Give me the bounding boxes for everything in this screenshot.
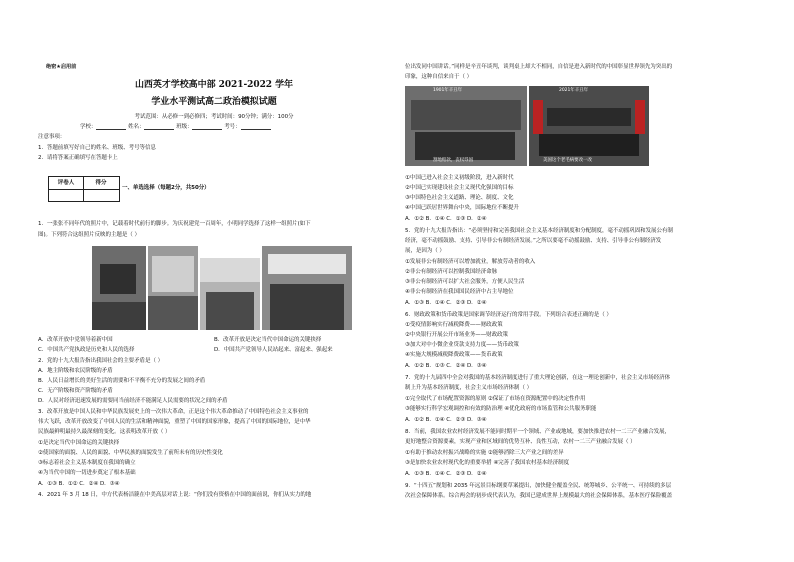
question-7-line: 7．党的十九届四中全会对我国的基本经济制度进行了重大理论创新，在这一理论创新中，社会主义市场经济体 <box>405 375 671 381</box>
option-B: B．改革开放是决定当代中国命运的关键抉择 <box>214 337 322 343</box>
question-3-line: 民族最鲜明最持久最深刻的变化。这表明改革开放（ ） <box>38 429 171 435</box>
exam-scope: 考试范围：从必修一到必修四；考试时间：90分钟；满分：100分 <box>134 114 294 120</box>
question-3-line: 伟大飞跃，改革开放改变了中国人民的生活和精神面貌，重塑了中国的国家形象，提高了中国的国际地位，是中华 <box>38 419 311 425</box>
statement-item: ①中国已进入社会主义初级阶段，进入新时代 <box>405 175 514 181</box>
photo-2 <box>148 246 198 330</box>
statement-item: ④实施大规模减税降费政策——货币政策 <box>405 352 503 358</box>
statement-item: ①受疫情影响实行减税降费——财政政策 <box>405 322 503 328</box>
question-5-line: 展，是因为（ ） <box>405 248 445 254</box>
score-box-grader: 评卷人 <box>49 177 84 201</box>
photo-3 <box>200 258 260 330</box>
statement-item: ②使国家的面貌、人民的面貌、中华民族的面貌发生了前所未有的历史性变化 <box>38 450 223 456</box>
class-field-blank <box>192 124 222 130</box>
photo-4 <box>262 246 352 330</box>
school-field-label: 学校： <box>80 124 97 130</box>
question-6: 6．财政政策和货币政策是国家调节经济运行的常用手段。下列组合表述正确的是（ ） <box>405 312 612 318</box>
question-1-line: 图)。下列符合这组照片反映的主题是（ ） <box>38 232 140 238</box>
answer-options: A．①② B．①④ C．①③ D．②④ <box>405 216 487 222</box>
photo-1 <box>92 246 146 330</box>
name-field-label: 姓名： <box>128 124 145 130</box>
class-field-label: 班级： <box>176 124 193 130</box>
secret-label: 绝密★启用前 <box>46 64 77 70</box>
option-D: D．中国共产党领导人民站起来、富起来、强起来 <box>214 347 333 353</box>
statement-item: ①发展非公有制经济可以增加就业，解放劳动者的收入 <box>405 259 536 265</box>
answer-options: A．①③ B．①④ C．②③ D．②④ <box>405 471 487 477</box>
statement-item: ①是决定当代中国命运的关键抉择 <box>38 440 120 446</box>
exam-number-field-label: 考号： <box>224 124 241 130</box>
statement-item: ④中国已跃居世界舞台中央，国际地位不断提升 <box>405 205 519 211</box>
notes-heading: 注意事项： <box>38 134 66 140</box>
question-3-line: 3．改革开放是中国人民和中华民族发展史上的一次伟大革命，正是这个伟大革命推动了中国特色社会主义事业的 <box>38 409 309 415</box>
note-item: 1．答题前填写好自己的姓名、班级、考号等信息 <box>38 145 156 151</box>
photo-2021 <box>529 86 649 166</box>
question-9-line: 次社会保障体系。综合两会的初步成代表认为，我国已建成世界上规模最大的社会保障体系，基本医疗保险覆盖 <box>405 493 673 499</box>
question-8-line: 更好地整合资源要素，实现产业和区域间的优势互补、良性互动，农村一二三产业融合发展（ ） <box>405 439 636 445</box>
statement-item: ①有助于推动农村振兴战略的实施 ②能够消除三大产业之间的差异 <box>405 450 564 456</box>
question-4-line: 位出发同中国讲话。”同样是辛丑年谈判，谈判桌上却大不相同，自信是进入新时代的中国彰显世界领先为突出的 <box>405 64 673 70</box>
subcaption-2021: 美国这个老毛病要改一改 <box>543 158 592 163</box>
exam-number-field-blank <box>241 124 271 130</box>
school-title: 山西英才学校高中部 2021-2022 学年 <box>134 80 293 90</box>
option-A: A．地主阶级和农民阶级的矛盾 <box>38 368 113 374</box>
option-B: B．人民日益增长的美好生活的需要和不平衡不充分的发展之间的矛盾 <box>38 378 206 384</box>
statement-item: ②非公有制经济可以控制我国经济命脉 <box>405 269 498 275</box>
question-7-line: 制上升为基本经济制度，社会主义市场经济体制（ ） <box>405 385 533 391</box>
statement-item: ③加大对中小微企业贷款支持力度——货币政策 <box>405 342 519 348</box>
statement-item: ③是加快农业农村现代化的重要举措 ④完善了我国农村基本经济制度 <box>405 460 570 466</box>
question-9-line: 9．“十四五”规划和 2035 年远景目标纲要草案提出，加快健全覆盖全民、统筹城乡、公平统一、可持续的多层 <box>405 483 672 489</box>
right-column <box>405 0 763 562</box>
statement-item: ③标志着社会主义基本制度在我国的确立 <box>38 460 136 466</box>
question-5-line: 5．党的十九大报告指出：“必须坚持和完善我国社会主义基本经济制度和分配制度，毫不动摇巩固和发展公有制 <box>405 228 673 234</box>
statement-item: ④非公有制经济在我国国民经济中占主导地位 <box>405 289 514 295</box>
statement-item: ③非公有制经济可以扩大社会服务，方便人民生活 <box>405 279 525 285</box>
score-box-divider <box>49 189 119 190</box>
question-5-line: 经济，毫不动摇鼓励、支持、引导非公有制经济发展。”之所以要毫不动摇鼓励、支持、引导非公有制经济发 <box>405 238 662 244</box>
school-field-blank <box>96 124 126 130</box>
statement-item: ②中央银行开展公开市场业务——财政政策 <box>405 332 508 338</box>
option-C: C．无产阶级和资产阶级的矛盾 <box>38 388 113 394</box>
question-4-line: 印象，这种自信来自于（ ） <box>405 74 473 80</box>
statement-item: ③能够实行科学宏观调控和有效的防治理 ④优化政府的市场监管和公共服务职能 <box>405 406 597 412</box>
score-box-score: 得分 <box>95 180 107 186</box>
option-A: A．改革开放中党领导着新中国 <box>38 337 113 343</box>
statement-item: ④为当代中国的一切进步奠定了根本基础 <box>38 470 136 476</box>
statement-item: ①完全取代了市场配置资源的原则 ②保证了市场在资源配置中的决定性作用 <box>405 396 586 402</box>
option-C: C．中国共产党执政是历史和人民的选择 <box>38 347 135 353</box>
answer-options: A．①② B．①④ C．②③ D．③④ <box>405 417 487 423</box>
caption-2021: 2021年辛丑年 <box>559 88 589 93</box>
answer-options: A．①③ B．①④ C．②③ D．②④ <box>405 300 487 306</box>
question-1-line: 1．一张张不同年代的照片中，记载着时代前行的脚步。为庆祝建党一百周年，小明同学选择了这样一组照片(如下 <box>38 221 311 227</box>
option-D: D．人民对经济迅速发展的需要同当前经济不能满足人民需要的状况之间的矛盾 <box>38 398 228 404</box>
exam-title: 学业水平测试高二政治模拟试题 <box>151 97 277 107</box>
question-8-line: 8．当前，我国农业农村经济发展不能同时期平一个领域、产业或地域，要加快推进农村一二三产业融合发展， <box>405 429 671 435</box>
statement-item: ②中国已实现建设社会主义现代化强国的目标 <box>405 185 514 191</box>
answer-options: A．①③ B．①② C．②④ D．③④ <box>38 481 120 487</box>
photo-1901 <box>405 86 527 166</box>
statement-item: ③中国特色社会主义道路、理论、制度、文化 <box>405 195 514 201</box>
question-4-line: 4．2021 年 3 月 18 日，中方代表杨洁篪在中美高层对话上说：“你们没有资格在中国的面前说，你们从实力的地 <box>38 492 312 498</box>
name-field-blank <box>144 124 174 130</box>
note-item: 2．请将答案正确填写在答题卡上 <box>38 155 118 161</box>
subcaption-1901: 割地赔款，丧权辱国 <box>433 158 474 163</box>
score-box <box>48 176 120 202</box>
student-info-fields <box>80 124 271 130</box>
section-title: 一、单选选择（每题2分，共50分） <box>122 185 210 191</box>
left-column <box>38 0 390 562</box>
answer-options: A．①② B．①③ C．②④ D．③④ <box>405 363 487 369</box>
caption-1901: 1901年辛丑年 <box>433 88 463 93</box>
question-2: 2．党的十九大报告指出我国社会的主要矛盾是（ ） <box>38 358 164 364</box>
